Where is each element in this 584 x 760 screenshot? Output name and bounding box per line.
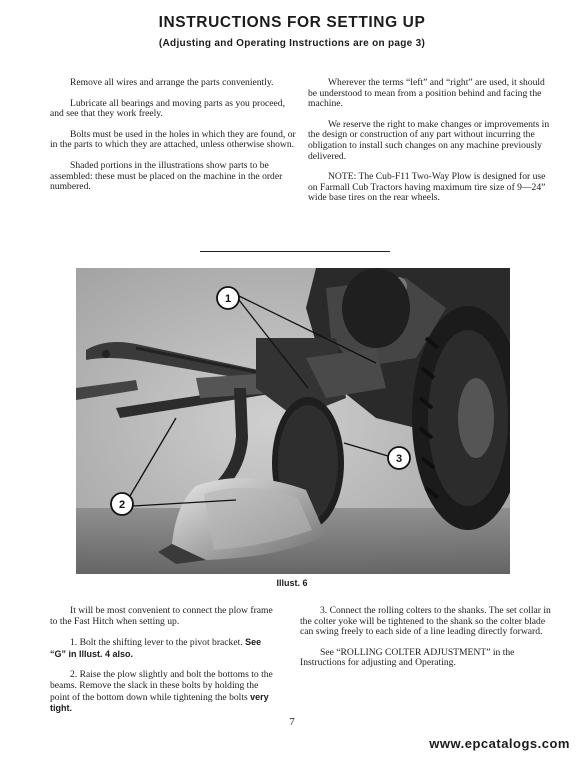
website-watermark: www.epcatalogs.com: [429, 736, 570, 751]
step-paragraph: See “ROLLING COLTER ADJUSTMENT” in the Instructions for adjusting and Operating.: [300, 646, 515, 669]
step-paragraph: It will be most convenient to connect the plow frame to the Fast Hitch when setting up.: [50, 605, 273, 627]
intro-paragraph: Wherever the terms “left” and “right” are used, it should be understood to mean from a position behind and facing the machine.: [308, 77, 545, 110]
step-2-text: 2. Raise the plow slightly and bolt the bottoms to the beams. Remove the slack in these bolts by holding the point of the bottom down while tightening the bolts: [50, 669, 273, 703]
step-1-text: 1. Bolt the shifting lever to the pivot bracket.: [70, 637, 243, 649]
note-paragraph: NOTE: The Cub-F11 Two-Way Plow is designed for use on Farmall Cub Tractors having maximum tire size of 9—24” wide base tires on the rear wheels.: [308, 171, 546, 204]
callout-1-label: 1: [224, 293, 232, 305]
steps-left-column: [50, 606, 278, 725]
intro-paragraph: Remove all wires and arrange the parts conveniently.: [70, 77, 274, 88]
plow-photo: [76, 268, 510, 574]
intro-paragraph: Shaded portions in the illustrations show parts to be assembled: these must be placed on the machine in the order numbered.: [50, 159, 283, 193]
figure-caption: Illust. 6: [276, 578, 308, 588]
intro-paragraph: Lubricate all bearings and moving parts as you proceed, and see that they work freely.: [50, 97, 285, 120]
page-number: 7: [289, 716, 295, 728]
intro-left-column: [50, 78, 300, 203]
step-paragraph: [50, 670, 278, 714]
page-title: INSTRUCTIONS FOR SETTING UP: [158, 14, 426, 31]
section-divider: [200, 251, 390, 252]
step-2-emphasis: very tight.: [50, 691, 269, 714]
intro-right-column: [308, 78, 553, 214]
page-subtitle: (Adjusting and Operating Instructions are on page 3): [158, 38, 426, 49]
step-paragraph: [50, 637, 278, 660]
callout-2-label: 2: [118, 499, 126, 511]
step-paragraph: 3. Connect the rolling colters to the shanks. The set collar in the colter yoke will be tightened to the shank so the colter blade can swing freely to each side of a line leading directly forward.: [300, 605, 551, 638]
step-1-reference: See “G” in Illust. 4 also.: [50, 637, 262, 659]
steps-right-column: [300, 606, 555, 679]
intro-paragraph: We reserve the right to make changes or improvements in the design or construction of any part without incurring the obligation to install such changes on any machine previously delivered.: [308, 118, 550, 162]
intro-paragraph: Bolts must be used in the holes in which they are found, or in the parts to which they are attached, unless otherwise shown.: [50, 128, 296, 151]
callout-3-label: 3: [395, 453, 403, 465]
plow-photo-illustration: [76, 268, 510, 574]
